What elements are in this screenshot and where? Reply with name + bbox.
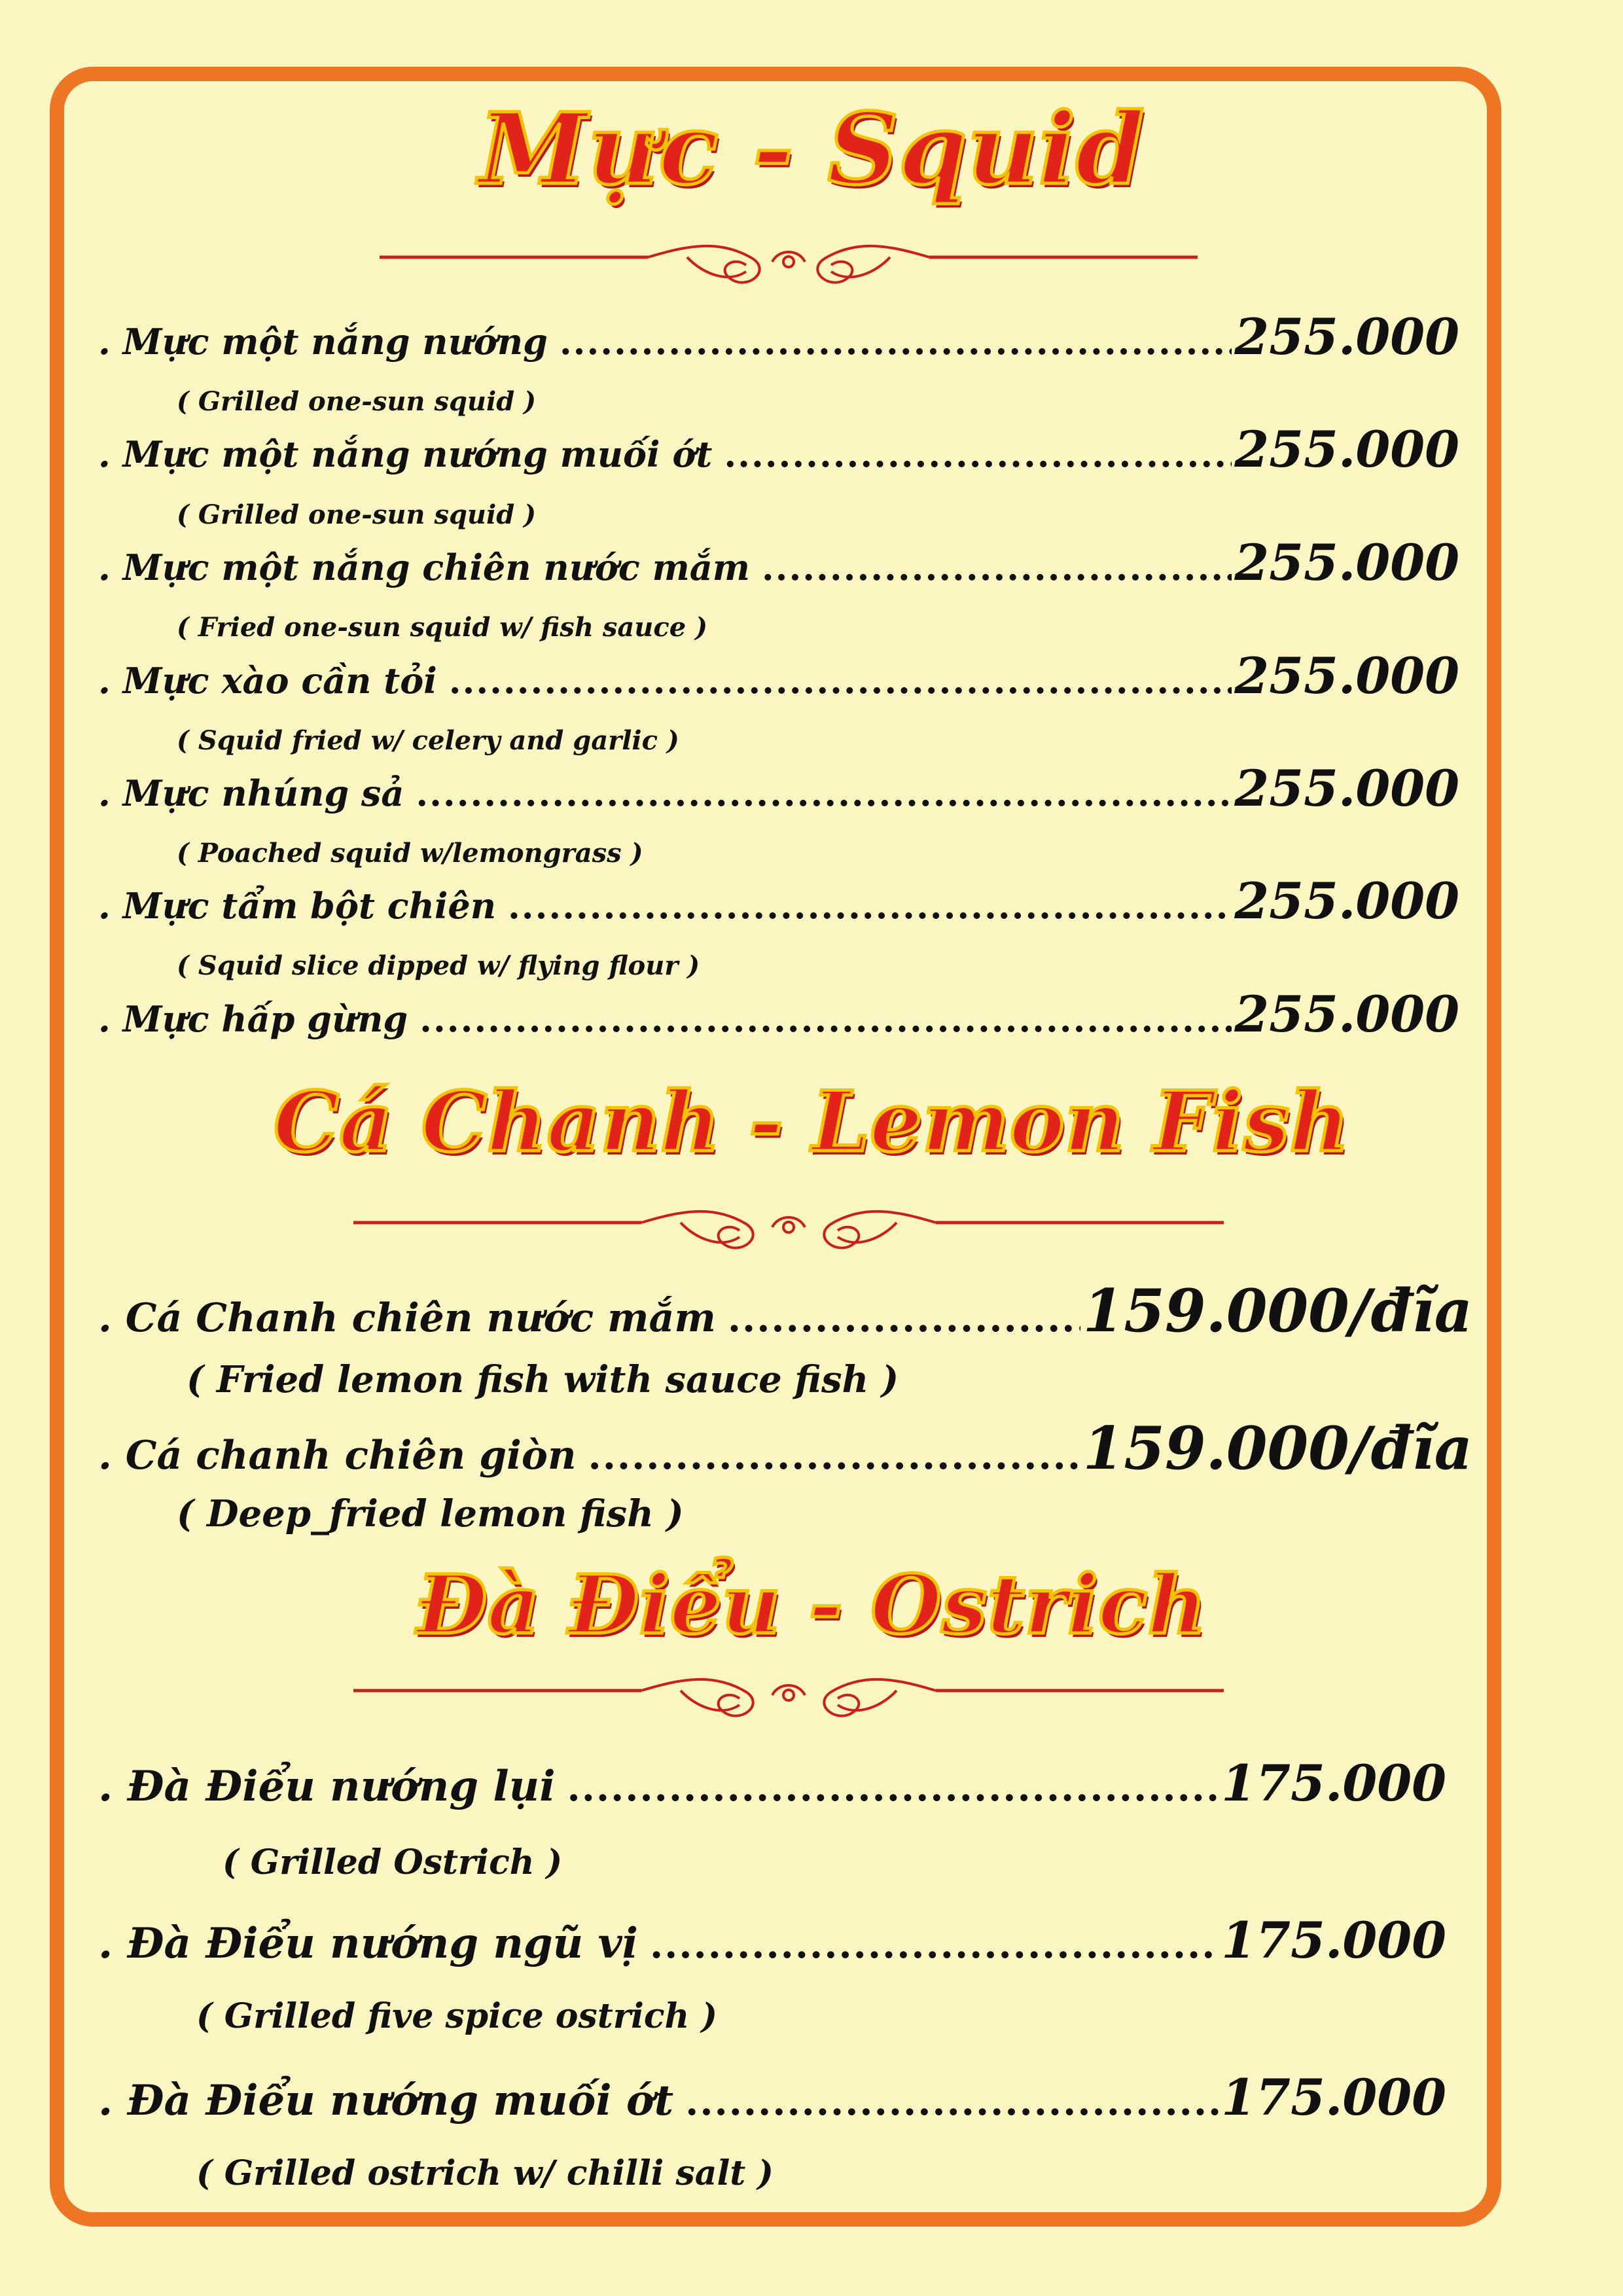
- leader-dots: [449, 660, 1232, 702]
- leader-dots: [650, 1922, 1219, 1967]
- menu-item: . Mực một nắng nướng muối ớt ..... 255.000: [98, 420, 1459, 479]
- menu-item-translation: ( Squid fried w/ celery and garlic ): [177, 725, 679, 756]
- leader-dots: [508, 885, 1232, 927]
- leader-dots: [588, 1433, 1080, 1478]
- menu-item: . Mực nhúng sả ..... 255.000: [98, 759, 1459, 818]
- menu-item-translation: ( Poached squid w/lemongrass ): [177, 838, 643, 869]
- menu-item: . Đà Điểu nướng lụi ..... 175.000: [98, 1754, 1446, 1813]
- menu-item-translation: ( Grilled one-sun squid ): [177, 499, 537, 530]
- menu-item-translation: ( Fried lemon fish with sauce fish ): [187, 1358, 899, 1401]
- menu-item: . Mực tẩm bột chiên ..... 255.000: [98, 872, 1459, 931]
- ornament-divider-ostrich: [353, 1666, 1224, 1738]
- ornament-divider-squid: [380, 232, 1198, 304]
- menu-item: . Cá Chanh chiên nước mắm ..... 159.000/đĩa: [98, 1276, 1472, 1335]
- leader-dots: [724, 433, 1232, 475]
- menu-item-translation: ( Deep_fried lemon fish ): [177, 1492, 684, 1535]
- section-title-lemon-fish: Cá Chanh - Lemon Fish: [273, 1073, 1350, 1170]
- menu-item: . Mực hấp gừng ..... 255.000: [98, 985, 1459, 1044]
- menu-item-translation: ( Squid slice dipped w/ flying flour ): [177, 950, 700, 981]
- leader-dots: [416, 772, 1232, 814]
- menu-item: . Mực một nắng nướng ..... 255.000: [98, 308, 1459, 367]
- leader-dots: [419, 998, 1232, 1040]
- menu-item: . Mực xào cần tỏi ..... 255.000: [98, 647, 1459, 706]
- menu-item: . Đà Điểu nướng muối ớt ..... 175.000: [98, 2068, 1446, 2127]
- menu-item-translation: ( Grilled Ostrich ): [223, 1842, 563, 1882]
- menu-item: . Đà Điểu nướng ngũ vị ..... 175.000: [98, 1911, 1446, 1970]
- menu-item-translation: ( Grilled ostrich w/ chilli salt ): [196, 2153, 774, 2193]
- leader-dots: [728, 1296, 1080, 1340]
- leader-dots: [685, 2079, 1219, 2124]
- leader-dots: [560, 321, 1232, 363]
- leader-dots: [567, 1765, 1219, 1810]
- section-title-ostrich: Đà Điểu - Ostrich: [416, 1558, 1207, 1653]
- menu-item: . Cá chanh chiên giòn ..... 159.000/đĩa: [98, 1414, 1472, 1473]
- menu-item-translation: ( Grilled five spice ostrich ): [196, 1996, 718, 2036]
- menu-item-translation: ( Fried one-sun squid w/ fish sauce ): [177, 612, 707, 643]
- menu-item: . Mực một nắng chiên nước mắm ..... 255.000: [98, 533, 1459, 592]
- ornament-divider-lemon-fish: [353, 1198, 1224, 1270]
- menu-item-translation: ( Grilled one-sun squid ): [177, 386, 537, 417]
- section-title-squid: Mực - Squid: [478, 92, 1145, 207]
- leader-dots: [762, 547, 1232, 588]
